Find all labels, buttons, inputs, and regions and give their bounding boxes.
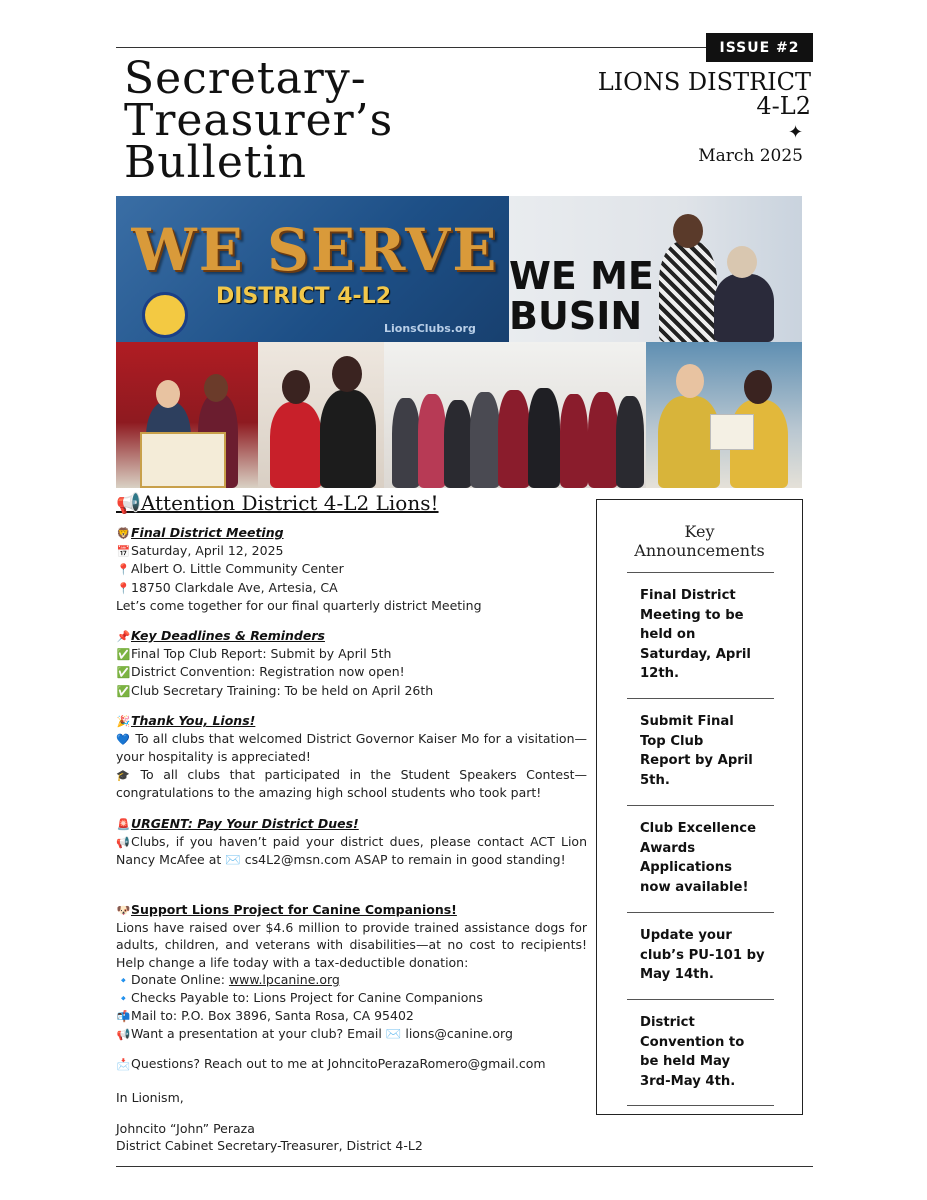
mail-text: Mail to: P.O. Box 3896, Santa Rosa, CA 95402	[131, 1008, 414, 1024]
we-serve-banner	[116, 196, 509, 342]
key-announcements-box	[596, 499, 803, 1115]
dog-icon: 🐶	[116, 904, 131, 917]
urgent-title: URGENT: Pay Your District Dues!	[131, 816, 359, 831]
photo-two-women	[258, 342, 384, 488]
banner-headline: WE SERVE	[131, 216, 499, 284]
banner-subline: DISTRICT 4-L2	[216, 284, 392, 309]
meeting-title: Final District Meeting	[131, 525, 284, 540]
lion-icon: 🦁	[116, 527, 131, 540]
signature-name: Johncito “John” Peraza	[116, 1121, 255, 1136]
graduation-cap-icon: 🎓	[116, 768, 130, 782]
diamond-icon: 🔹	[116, 973, 131, 987]
mailbox-icon: 📬	[116, 1010, 131, 1024]
lions-logo-icon	[142, 292, 188, 338]
alarm-icon: 🚨	[116, 818, 131, 831]
megaphone-icon: 📢	[116, 1028, 131, 1042]
donate-label: Donate Online:	[131, 971, 229, 987]
deadlines-title: Key Deadlines & Reminders	[131, 628, 325, 643]
deadline-item: Final Top Club Report: Submit by April 5th	[131, 646, 392, 662]
heart-icon: 💙	[116, 733, 130, 747]
diamond-icon: 🔹	[116, 992, 131, 1006]
deadline-item: District Convention: Registration now open!	[131, 664, 405, 680]
deadline-item: Club Secretary Training: To be held on April 26th	[131, 682, 434, 698]
sidebar-divider	[627, 912, 774, 913]
photo-sign-text: WE ME BUSIN	[509, 254, 654, 338]
signature-title: District Cabinet Secretary-Treasurer, District 4-L2	[116, 1138, 423, 1154]
announcement-item: Submit Final Top Club Report by April 5th.	[640, 714, 753, 788]
title-line-2: Treasurer’s	[124, 95, 394, 146]
presentation-text: Want a presentation at your club? Email ✉️ lions@canine.org	[131, 1026, 513, 1042]
district-name	[598, 70, 811, 118]
issue-badge: ISSUE #2	[706, 33, 813, 62]
pin-icon: 📍	[116, 563, 131, 577]
sidebar-title: Key Announcements	[634, 522, 765, 560]
thanks-paragraph-2: To all clubs that participated in the Student Speakers Contest—congratulations to the amazing high school students who took part!	[116, 766, 587, 800]
thanks-section	[116, 712, 587, 801]
photo-award	[646, 342, 802, 488]
photo-certificate	[116, 342, 258, 488]
envelope-icon: 📩	[116, 1058, 131, 1071]
meeting-date: Saturday, April 12, 2025	[131, 543, 284, 559]
calendar-icon: 📅	[116, 545, 131, 559]
checkmark-icon: ✅	[116, 684, 131, 698]
sparkle-icon: ✦	[788, 122, 804, 143]
announcement-item: District Convention to be held May 3rd-May 4th.	[640, 1015, 745, 1089]
checks-text: Checks Payable to: Lions Project for Canine Companions	[131, 990, 483, 1006]
district-line-1: LIONS DISTRICT	[597, 68, 811, 96]
announcement-item: Club Excellence Awards Applications now available!	[640, 821, 757, 895]
urgent-section	[116, 815, 587, 869]
checkmark-icon: ✅	[116, 666, 131, 680]
meeting-address: 18750 Clarkdale Ave, Artesia, CA	[131, 579, 338, 595]
thanks-paragraph-1: To all clubs that welcomed District Governor Kaiser Mo for a visitation—your hospitality is appreciated!	[116, 731, 587, 765]
questions-line	[116, 1055, 587, 1073]
sidebar-divider	[627, 572, 774, 573]
canine-section	[116, 901, 587, 1044]
pushpin-icon: 📌	[116, 630, 131, 643]
meeting-note: Let’s come together for our final quarterly district Meeting	[116, 597, 482, 613]
sparkle-icon: 🎉	[116, 715, 131, 728]
sidebar-divider	[627, 999, 774, 1000]
sidebar-divider	[627, 1105, 774, 1106]
district-line-2: 4-L2	[756, 92, 811, 120]
canine-text: Lions have raised over $4.6 million to provide trained assistance dogs for adults, children, and veterans with disabilities—at no cost to recipients! Help change a life today with a tax-deductible donation:	[116, 920, 587, 970]
urgent-text: Clubs, if you haven’t paid your district dues, please contact ACT Lion Nancy McAfee at ✉️ cs4L2@msn.com ASAP to remain in good standing!	[116, 834, 587, 868]
photo-group	[384, 342, 646, 488]
photo-chamber-event	[509, 196, 802, 342]
meeting-section	[116, 524, 587, 614]
issue-date: March 2025	[698, 146, 803, 166]
canine-title: Support Lions Project for Canine Companions!	[131, 902, 457, 917]
sidebar-divider	[627, 698, 774, 699]
title-line-1: Secretary-	[124, 53, 367, 104]
pin-icon: 📍	[116, 581, 131, 595]
announcement-item: Update your club’s PU-101 by May 14th.	[640, 928, 765, 982]
megaphone-icon: 📢	[116, 836, 130, 850]
donate-link[interactable]: www.lpcanine.org	[228, 971, 340, 987]
attention-heading: 📢Attention District 4-L2 Lions!	[116, 491, 439, 515]
announcement-item: Final District Meeting to be held on Saturday, April 12th.	[640, 588, 751, 681]
thanks-title: Thank You, Lions!	[131, 713, 256, 728]
signature	[116, 1120, 587, 1154]
sidebar-divider	[627, 805, 774, 806]
deadlines-section	[116, 627, 587, 700]
bottom-rule	[116, 1166, 813, 1167]
questions-text: Questions? Reach out to me at JohncitoPerazaRomero@gmail.com	[131, 1056, 546, 1071]
bulletin-title	[124, 53, 424, 188]
closing: In Lionism,	[116, 1090, 184, 1105]
checkmark-icon: ✅	[116, 648, 131, 662]
meeting-venue: Albert O. Little Community Center	[131, 561, 344, 577]
title-line-3: Bulletin	[124, 137, 307, 188]
photo-collage	[116, 196, 802, 488]
banner-url: LionsClubs.org	[384, 322, 476, 335]
